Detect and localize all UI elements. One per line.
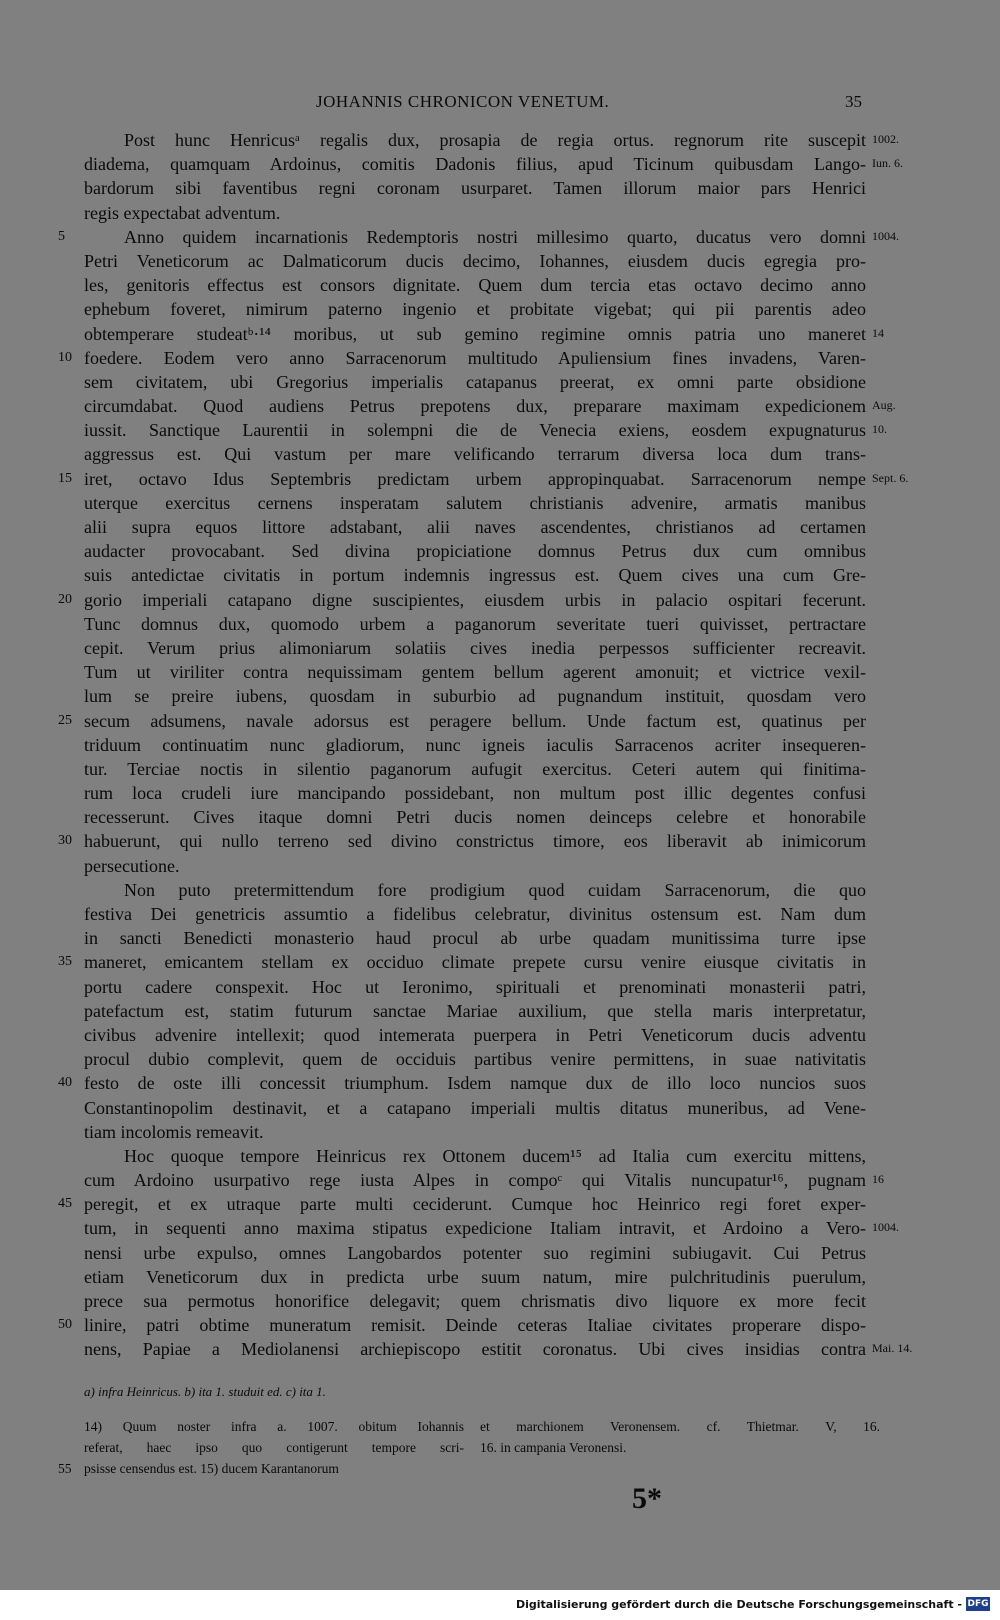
footer-text: Digitalisierung gefördert durch die Deutsche Forschungsgemeinschaft - — [515, 1598, 962, 1611]
line-text: aggressus est. Qui vastum per mare velificando terrarum diversa loca dum trans- — [84, 444, 866, 465]
line-number: 40 — [58, 1075, 72, 1091]
line-text: cum Ardoino usurpativo rege iusta Alpes in compoᶜ qui Vitalis nuncupatur¹⁶, pugnam — [84, 1170, 866, 1191]
line-text: bardorum sibi faventibus regni coronam usurparet. Tamen illorum maior pars Henrici — [84, 178, 866, 199]
note-line: 16. in campania Veronensi. — [480, 1440, 627, 1455]
text-line — [0, 902, 1000, 926]
text-line — [0, 370, 1000, 394]
line-text: habuerunt, qui nullo terreno sed divino constrictus timore, eos liberavit ab inimicorum — [84, 831, 866, 852]
text-line — [0, 757, 1000, 781]
signature-mark: 5* — [632, 1482, 662, 1515]
text-line — [0, 805, 1000, 829]
line-text: linire, patri obtime muneratum remisit. Deinde ceteras Italiae civitates properare dispo- — [84, 1315, 866, 1336]
line-text: ephebum foveret, nimirum paterno ingenio et probitate vigebat; qui pii parentis adeo — [84, 299, 866, 320]
text-line — [0, 781, 1000, 805]
line-number: 45 — [58, 1196, 72, 1212]
line-number: 15 — [58, 470, 72, 486]
line-text: uterque exercitus cernens insperatam salutem christianis advenire, armatis manibus — [84, 492, 866, 513]
line-text: festiva Dei genetricis assumtio a fidelibus celebratur, divinitus ostensum est. Nam dum — [84, 904, 866, 924]
line-text: nensi urbe expulso, omnes Langobardos potenter suo regimini subiugavit. Cui Petrus — [84, 1242, 866, 1263]
text-line — [0, 152, 1000, 176]
line-text: Constantinopolim destinavit, et a catapano imperiali multis ditatus muneribus, ad Vene- — [84, 1097, 866, 1118]
line-text: audacter provocabant. Sed divina propiciatione domnus Petrus dux cum omnibus — [84, 541, 866, 562]
note-line: et marchionem Veronensem. cf. Thietmar. V, 16. — [480, 1419, 880, 1434]
text-line — [0, 975, 1000, 999]
line-text: peregit, et ex utraque parte multi ceciderunt. Cumque hoc Heinrico regi foret exper- — [84, 1194, 866, 1215]
text-line — [0, 515, 1000, 539]
line-text: foedere. Eodem vero anno Sarracenorum multitudo Apuliensium fines invadens, Varen- — [84, 347, 866, 368]
text-line — [0, 273, 1000, 297]
line-text: recesserunt. Cives itaque domni Petri ducis nomen deinceps celebre et honorabile — [84, 807, 866, 828]
text-line — [0, 829, 1000, 853]
line-text: persecutione. — [84, 855, 180, 876]
text-line — [0, 926, 1000, 950]
text-line — [0, 1071, 1000, 1095]
line-text: secum adsumens, navale adorsus est peragere bellum. Unde factum est, quatinus per — [84, 710, 866, 731]
margin-note: Aug. — [872, 398, 896, 413]
line-number: 5 — [58, 228, 65, 244]
notes-left-column — [84, 1416, 464, 1479]
text-line — [0, 539, 1000, 563]
line-text: Anno quidem incarnationis Redemptoris nostri millesimo quarto, ducatus vero domni — [124, 226, 866, 247]
text-line — [0, 950, 1000, 974]
line-number: 55 — [58, 1461, 72, 1476]
text-line — [0, 1289, 1000, 1313]
note-line: referat, haec ipso quo contigerunt tempore scri- — [84, 1440, 464, 1455]
running-title: JOHANNIS CHRONICON VENETUM. — [316, 92, 610, 111]
main-text — [0, 128, 1000, 1362]
text-line — [0, 636, 1000, 660]
text-line — [0, 1047, 1000, 1071]
line-text: tum, in sequenti anno maxima stipatus expedicione Italiam intravit, et Ardoino a Vero- — [84, 1218, 866, 1239]
margin-note: 16 — [872, 1172, 884, 1187]
line-text: patefactum est, statim futurum sanctae Mariae auxilium, que stella maris interpretatur, — [84, 1000, 866, 1021]
line-number: 50 — [58, 1317, 72, 1333]
text-line — [0, 660, 1000, 684]
line-text: festo de oste illi concessit triumphum. Isdem namque dux de illo loco nuncios suos — [84, 1073, 866, 1094]
text-line — [0, 491, 1000, 515]
text-line — [0, 1241, 1000, 1265]
line-text: alii supra equos littore adstabant, alii naves ascendentes, christianos ad certamen — [84, 517, 866, 537]
text-line — [0, 854, 1000, 878]
margin-note: Mai. 14. — [872, 1341, 913, 1356]
text-line — [0, 878, 1000, 902]
text-line — [0, 684, 1000, 708]
text-line — [0, 612, 1000, 636]
text-line — [0, 733, 1000, 757]
margin-note: 10. — [872, 422, 887, 437]
text-line — [0, 999, 1000, 1023]
line-text: Petri Veneticorum ac Dalmaticorum ducis decimo, Iohannes, eiusdem ducis egregia pro- — [84, 250, 866, 271]
margin-note: Iun. 6. — [872, 156, 903, 171]
line-text: Hoc quoque tempore Heinricus rex Ottonem ducem¹⁵ ad Italia cum exercitu mittens, — [124, 1145, 866, 1166]
margin-note: 1004. — [872, 228, 899, 243]
notes-right-column — [480, 1416, 880, 1458]
text-line — [0, 1192, 1000, 1216]
line-text: Post hunc Henricusᵃ regalis dux, prosapia de regia ortus. regnorum rite suscepit — [124, 130, 866, 150]
text-line — [0, 322, 1000, 346]
line-text: civibus advenire intellexit; quod intemerata puerpera in Petri Veneticorum ducis adventu — [84, 1024, 866, 1045]
line-text: cepit. Verum prius alimoniarum solatiis cives inedia perpessos sufficienter recreavit. — [84, 637, 866, 658]
line-number: 25 — [58, 712, 72, 728]
margin-note: 14 — [872, 325, 884, 340]
line-text: diadema, quamquam Ardoinus, comitis Dadonis filius, apud Ticinum quibusdam Lango- — [84, 154, 866, 175]
line-text: gorio imperiali catapano digne suscipientes, eiusdem urbis in palacio ospitari fecerunt. — [84, 589, 866, 610]
line-text: obtemperare studeatᵇ·¹⁴ moribus, ut sub gemino regimine omnis patria uno maneret — [84, 323, 866, 344]
line-number: 10 — [58, 349, 72, 365]
text-line — [0, 1120, 1000, 1144]
line-text: regis expectabat adventum. — [84, 202, 281, 223]
line-number: 20 — [58, 591, 72, 607]
text-line — [0, 709, 1000, 733]
line-text: portu cadere conspexit. Hoc ut Ieronimo, spirituali et prenominati monasterii patri, — [84, 976, 866, 997]
footer-bar — [0, 1590, 1000, 1620]
text-line — [0, 176, 1000, 200]
line-number: 30 — [58, 833, 72, 849]
line-text: lum se preire iubens, quosdam in suburbio ad pugnandum instituit, quosdam vero — [84, 686, 866, 707]
running-head — [0, 92, 1000, 116]
text-line — [0, 1216, 1000, 1240]
line-text: sem civitatem, ubi Gregorius imperialis catapanus preerat, ex omni parte obsidione — [84, 371, 866, 392]
line-text: in sancti Benedicti monasterio haud procul ab urbe quadam munitissima turre ipse — [84, 928, 866, 949]
text-line — [0, 1096, 1000, 1120]
text-line — [0, 588, 1000, 612]
text-line — [0, 225, 1000, 249]
line-number: 35 — [58, 954, 72, 970]
line-text: nens, Papiae a Mediolanensi archiepiscopo estitit coronatus. Ubi cives insidias contra — [84, 1339, 866, 1360]
text-line — [0, 467, 1000, 491]
text-line — [0, 418, 1000, 442]
text-line — [0, 442, 1000, 466]
line-text: rum loca crudeli iure mancipando possidebant, non multum post illic degentes confusi — [84, 783, 866, 804]
text-line — [0, 1168, 1000, 1192]
line-text: tur. Terciae noctis in silentio paganorum aufugit exercitus. Ceteri autem qui finitima- — [84, 758, 866, 779]
line-text: suis antedictae civitatis in portum indemnis ingressus est. Quem cives una cum Gre- — [84, 565, 866, 586]
text-line — [0, 394, 1000, 418]
text-line — [0, 201, 1000, 225]
critical-apparatus: a) infra Heinricus. b) ita 1. studuit ed. c) ita 1. — [84, 1384, 326, 1399]
margin-note: 1004. — [872, 1220, 899, 1235]
text-line — [0, 346, 1000, 370]
line-text: maneret, emicantem stellam ex occiduo climate prepete cursu venire eiusque civitatis in — [84, 952, 866, 973]
line-text: prece sua permotus honorifice delegavit; quem chrismatis divo liquore ex more fecit — [84, 1291, 866, 1311]
note-line: psisse censendus est. 15) ducem Karantanorum — [84, 1461, 339, 1476]
text-line — [0, 1144, 1000, 1168]
line-text: Tum ut viriliter contra nequissimam gentem bellum agerent amonuit; et victrice vexil- — [84, 662, 866, 683]
line-text: procul dubio complevit, quem de occiduis partibus venire permittens, in suae nativitatis — [84, 1049, 866, 1070]
page-number: 35 — [845, 92, 862, 111]
line-text: iussit. Sanctique Laurentii in solempni die de Venecia exiens, eosdem expugnaturus — [84, 420, 866, 441]
text-line — [0, 249, 1000, 273]
text-line — [0, 1265, 1000, 1289]
line-text: etiam Veneticorum dux in predicta urbe suum natum, mire pulchritudinis puerulum, — [84, 1266, 866, 1287]
line-text: triduum continuatim nunc gladiorum, nunc igneis iaculis Sarracenos acriter insequeren- — [84, 734, 866, 755]
line-text: Non puto pretermittendum fore prodigium quod cuidam Sarracenorum, die quo — [124, 879, 866, 900]
text-line — [0, 1313, 1000, 1337]
text-line — [0, 297, 1000, 321]
line-text: iret, octavo Idus Septembris predictam urbem appropinquabat. Sarracenorum nempe — [84, 468, 866, 489]
line-text: Tunc domnus dux, quomodo urbem a paganorum severitate tueri quivisset, pertractare — [84, 613, 866, 634]
text-line — [0, 563, 1000, 587]
text-line — [0, 1337, 1000, 1361]
dfg-logo: DFG — [967, 1599, 989, 1609]
margin-note: 1002. — [872, 132, 899, 146]
line-text: tiam incolomis remeavit. — [84, 1121, 264, 1142]
line-text: les, genitoris effectus est consors dignitate. Quem dum tercia etas octavo decimo anno — [84, 275, 866, 296]
line-text: circumdabat. Quod audiens Petrus prepotens dux, preparare maximam expedicionem — [84, 396, 866, 417]
text-line — [0, 128, 1000, 152]
note-line: 14) Quum noster infra a. 1007. obitum Iohannis — [84, 1419, 464, 1434]
margin-note: Sept. 6. — [872, 470, 909, 485]
text-line — [0, 1023, 1000, 1047]
